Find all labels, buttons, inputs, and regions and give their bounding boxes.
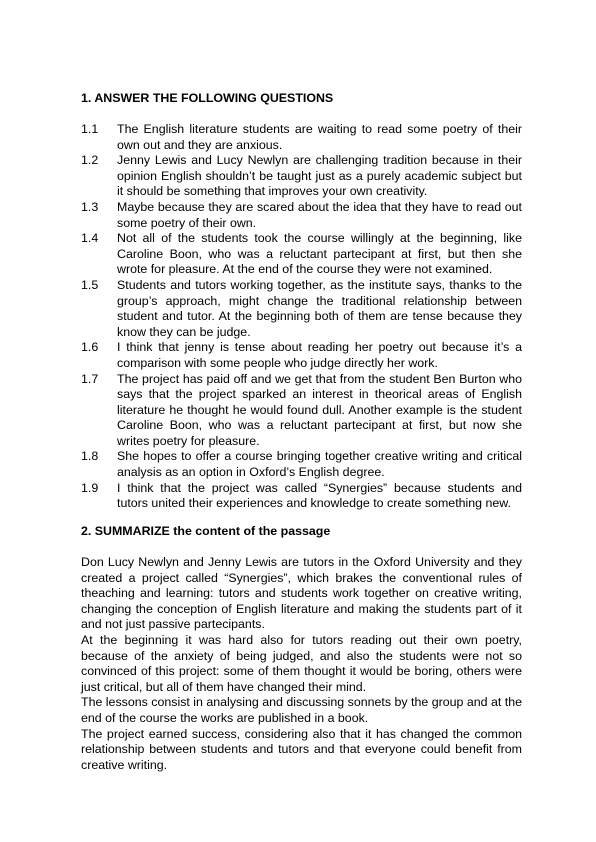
answer-number: 1.8 xyxy=(81,449,99,464)
section-2-heading: 2. SUMMARIZE the content of the passage xyxy=(81,524,331,538)
section-1-heading: 1. ANSWER THE FOLLOWING QUESTIONS xyxy=(81,91,334,105)
answer-text: Not all of the students took the course willingly at the beginning, like Caroline Boon, who was a reluctant partecipant at first, but then she wrote for pleasure. At the end of the course they were not examined. xyxy=(117,231,522,277)
answer-text: I think that the project was called “Synergies” because students and tutors united their experiences and knowledge to create something new. xyxy=(117,480,522,511)
answer-item xyxy=(81,278,522,340)
answer-number: 1.6 xyxy=(81,340,99,355)
answer-item xyxy=(81,231,522,278)
answer-item xyxy=(81,122,522,153)
answer-number: 1.5 xyxy=(81,277,99,292)
summary-paragraph: The lessons consist in analysing and discussing sonnets by the group and at the end of the course the works are published in a book. xyxy=(81,695,522,725)
answer-number: 1.9 xyxy=(81,480,99,495)
answer-number: 1.3 xyxy=(81,199,99,214)
answers-list xyxy=(81,122,522,512)
summary-paragraph: The project earned success, considering also that it has changed the common relationship between students and tutors and that everyone could benefit from creative writing. xyxy=(81,726,522,772)
summary-paragraph: At the beginning it was hard also for tutors reading out their own poetry, because of the anxiety of being judged, and also the students were not so convinced of this project: some of them thought it would be boring, others were just critical, but all of them have changed their mind. xyxy=(81,632,522,694)
answer-number: 1.2 xyxy=(81,153,99,168)
summary-body xyxy=(81,555,522,773)
answer-number: 1.1 xyxy=(81,122,99,136)
answer-text: The English literature students are waiting to read some poetry of their own out and they are anxious. xyxy=(117,122,522,152)
answer-item xyxy=(81,481,522,512)
answer-text: Maybe because they are scared about the idea that they have to read out some poetry of their own. xyxy=(117,199,522,230)
answer-number: 1.4 xyxy=(81,231,99,246)
answer-item xyxy=(81,340,522,371)
answer-item xyxy=(81,200,522,231)
answer-number: 1.7 xyxy=(81,371,99,386)
answer-text: She hopes to offer a course bringing together creative writing and critical analysis as an option in Oxford’s English degree. xyxy=(117,449,522,480)
answer-text: The project has paid off and we get that from the student Ben Burton who says that the project sparked an interest in theorical areas of English literature he thought he would found dull. Another example is the student Caroline Boon, who was a reluctant partecipant at first, but now she writes poetry for pleasure. xyxy=(117,371,522,448)
answer-text: I think that jenny is tense about reading her poetry out because it’s a comparison with some people who judge directly her work. xyxy=(117,340,522,370)
answer-item xyxy=(81,449,522,480)
summary-paragraph: Don Lucy Newlyn and Jenny Lewis are tutors in the Oxford University and they created a project called “Synergies”, which brakes the conventional rules of theaching and learning: tutors and students work together on creative writing, changing the conception of English literature and making the students part of it and not just passive partecipants. xyxy=(81,555,522,632)
answer-text: Students and tutors working together, as the institute says, thanks to the group’s approach, might change the traditional relationship between student and tutor. At the beginning both of them are tense because they know they can be judge. xyxy=(117,277,522,339)
answer-item xyxy=(81,372,522,450)
answer-item xyxy=(81,153,522,200)
answer-text: Jenny Lewis and Lucy Newlyn are challenging tradition because in their opinion English shouldn’t be taught just as a purely academic subject but it should be something that improves your own creativity. xyxy=(117,153,522,199)
